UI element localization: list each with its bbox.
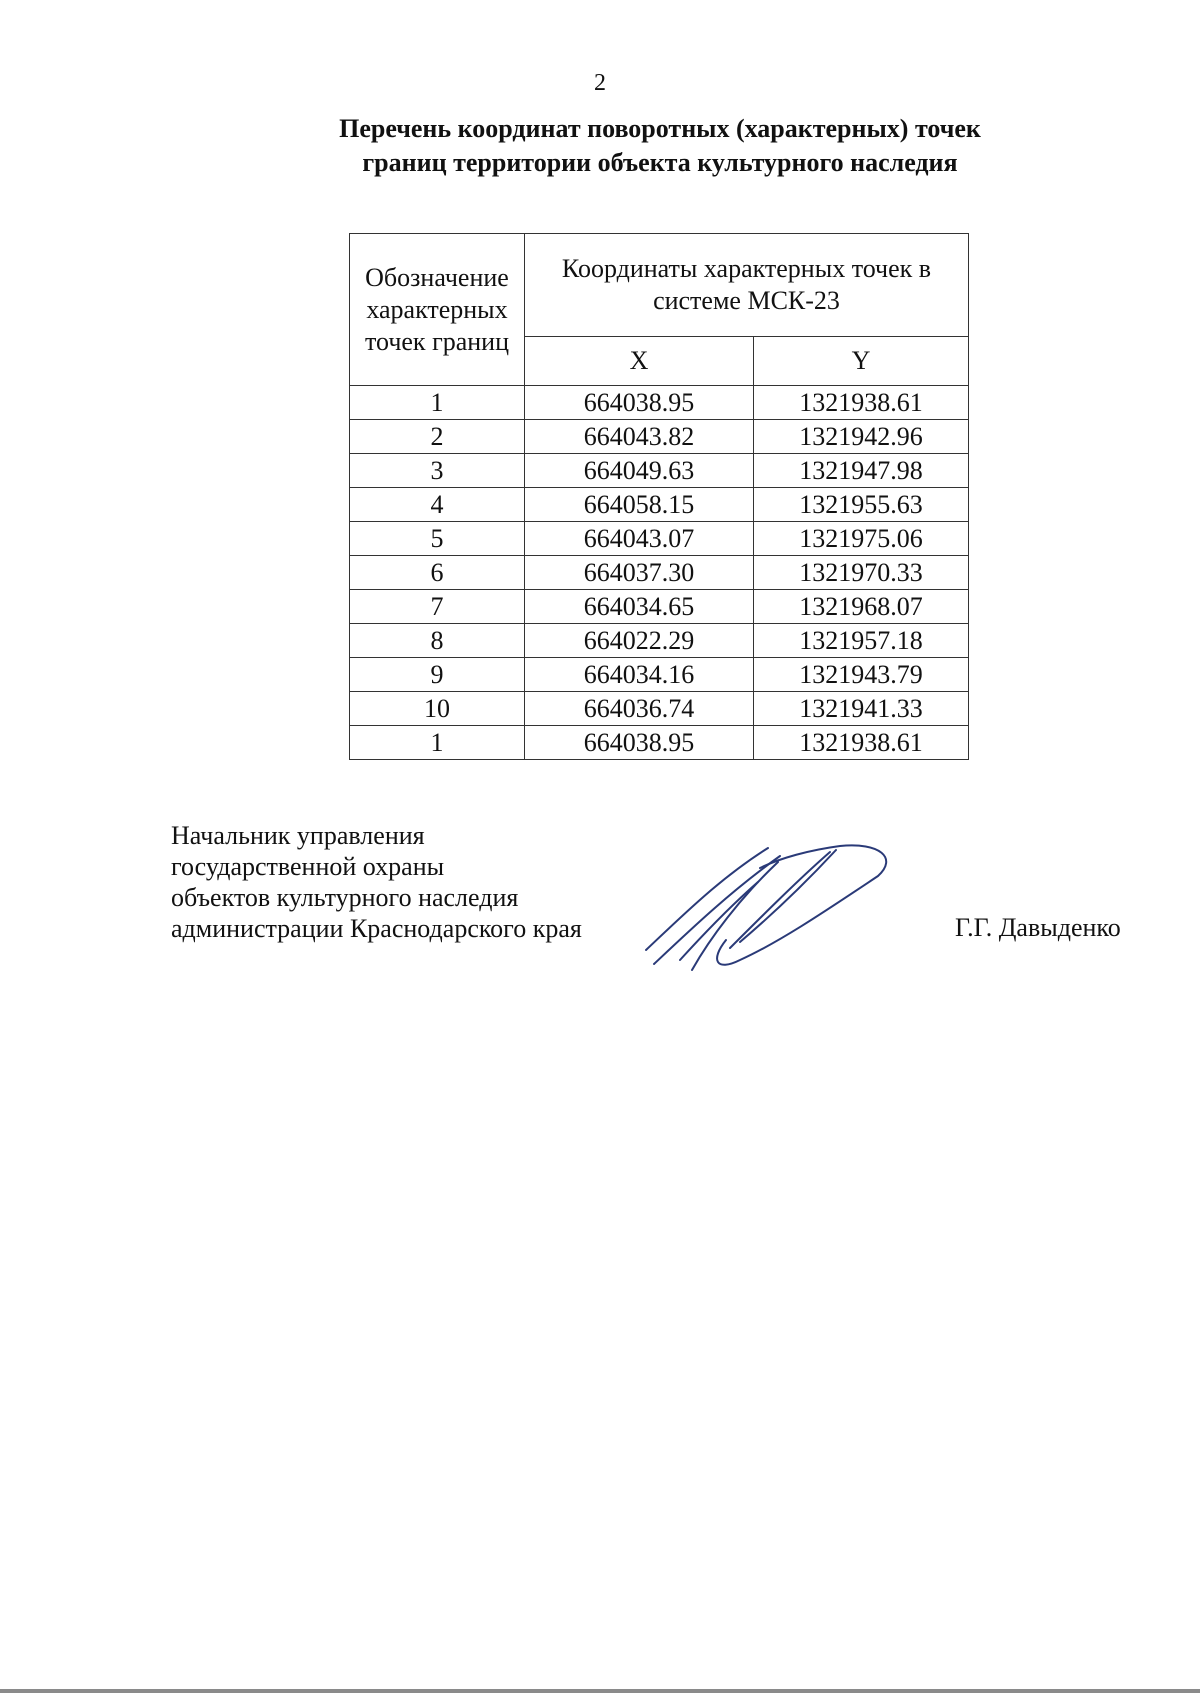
coordinates-table-body bbox=[350, 386, 969, 760]
x-column-header: X bbox=[525, 337, 754, 386]
signatory-position bbox=[171, 820, 582, 944]
y-coordinate-cell: 1321941.33 bbox=[754, 692, 969, 726]
point-cell: 8 bbox=[350, 624, 525, 658]
table-row bbox=[350, 556, 969, 590]
x-coordinate-cell: 664038.95 bbox=[525, 386, 754, 420]
y-coordinate-cell: 1321968.07 bbox=[754, 590, 969, 624]
table-row bbox=[350, 624, 969, 658]
bottom-border-line bbox=[0, 1689, 1200, 1693]
document-title-line-2: границ территории объекта культурного наследия bbox=[362, 148, 958, 177]
point-label-header: Обозначение характерных точек границ bbox=[350, 234, 525, 386]
point-cell: 5 bbox=[350, 522, 525, 556]
handwritten-signature bbox=[640, 838, 900, 978]
coordinate-system-header: Координаты характерных точек в системе МСК-23 bbox=[525, 234, 969, 337]
x-coordinate-cell: 664038.95 bbox=[525, 726, 754, 760]
y-coordinate-cell: 1321955.63 bbox=[754, 488, 969, 522]
x-coordinate-cell: 664034.65 bbox=[525, 590, 754, 624]
table-row bbox=[350, 386, 969, 420]
signatory-position-line: государственной охраны bbox=[171, 852, 445, 881]
table-row bbox=[350, 522, 969, 556]
x-coordinate-cell: 664037.30 bbox=[525, 556, 754, 590]
table-row bbox=[350, 726, 969, 760]
point-cell: 1 bbox=[350, 386, 525, 420]
x-coordinate-cell: 664058.15 bbox=[525, 488, 754, 522]
point-cell: 1 bbox=[350, 726, 525, 760]
signatory-name: Г.Г. Давыденко bbox=[955, 913, 1121, 942]
point-cell: 3 bbox=[350, 454, 525, 488]
signatory-position-line: Начальник управления bbox=[171, 821, 425, 850]
x-coordinate-cell: 664049.63 bbox=[525, 454, 754, 488]
y-column-header: Y bbox=[754, 337, 969, 386]
y-coordinate-cell: 1321943.79 bbox=[754, 658, 969, 692]
point-cell: 2 bbox=[350, 420, 525, 454]
point-cell: 10 bbox=[350, 692, 525, 726]
point-cell: 6 bbox=[350, 556, 525, 590]
x-coordinate-cell: 664036.74 bbox=[525, 692, 754, 726]
point-cell: 9 bbox=[350, 658, 525, 692]
point-cell: 4 bbox=[350, 488, 525, 522]
x-coordinate-cell: 664022.29 bbox=[525, 624, 754, 658]
y-coordinate-cell: 1321970.33 bbox=[754, 556, 969, 590]
y-coordinate-cell: 1321938.61 bbox=[754, 386, 969, 420]
table-row bbox=[350, 420, 969, 454]
x-coordinate-cell: 664043.82 bbox=[525, 420, 754, 454]
table-row bbox=[350, 658, 969, 692]
table-row bbox=[350, 590, 969, 624]
signatory-position-line: объектов культурного наследия bbox=[171, 883, 519, 912]
x-coordinate-cell: 664034.16 bbox=[525, 658, 754, 692]
y-coordinate-cell: 1321957.18 bbox=[754, 624, 969, 658]
table-row bbox=[350, 692, 969, 726]
y-coordinate-cell: 1321947.98 bbox=[754, 454, 969, 488]
y-coordinate-cell: 1321938.61 bbox=[754, 726, 969, 760]
document-title bbox=[260, 112, 1060, 180]
x-coordinate-cell: 664043.07 bbox=[525, 522, 754, 556]
table-row bbox=[350, 454, 969, 488]
page-number: 2 bbox=[594, 70, 606, 96]
signatory-position-line: администрации Краснодарского края bbox=[171, 914, 582, 943]
coordinates-table bbox=[349, 233, 969, 760]
document-title-line-1: Перечень координат поворотных (характерных) точек bbox=[339, 114, 981, 143]
point-cell: 7 bbox=[350, 590, 525, 624]
y-coordinate-cell: 1321975.06 bbox=[754, 522, 969, 556]
y-coordinate-cell: 1321942.96 bbox=[754, 420, 969, 454]
table-row bbox=[350, 488, 969, 522]
